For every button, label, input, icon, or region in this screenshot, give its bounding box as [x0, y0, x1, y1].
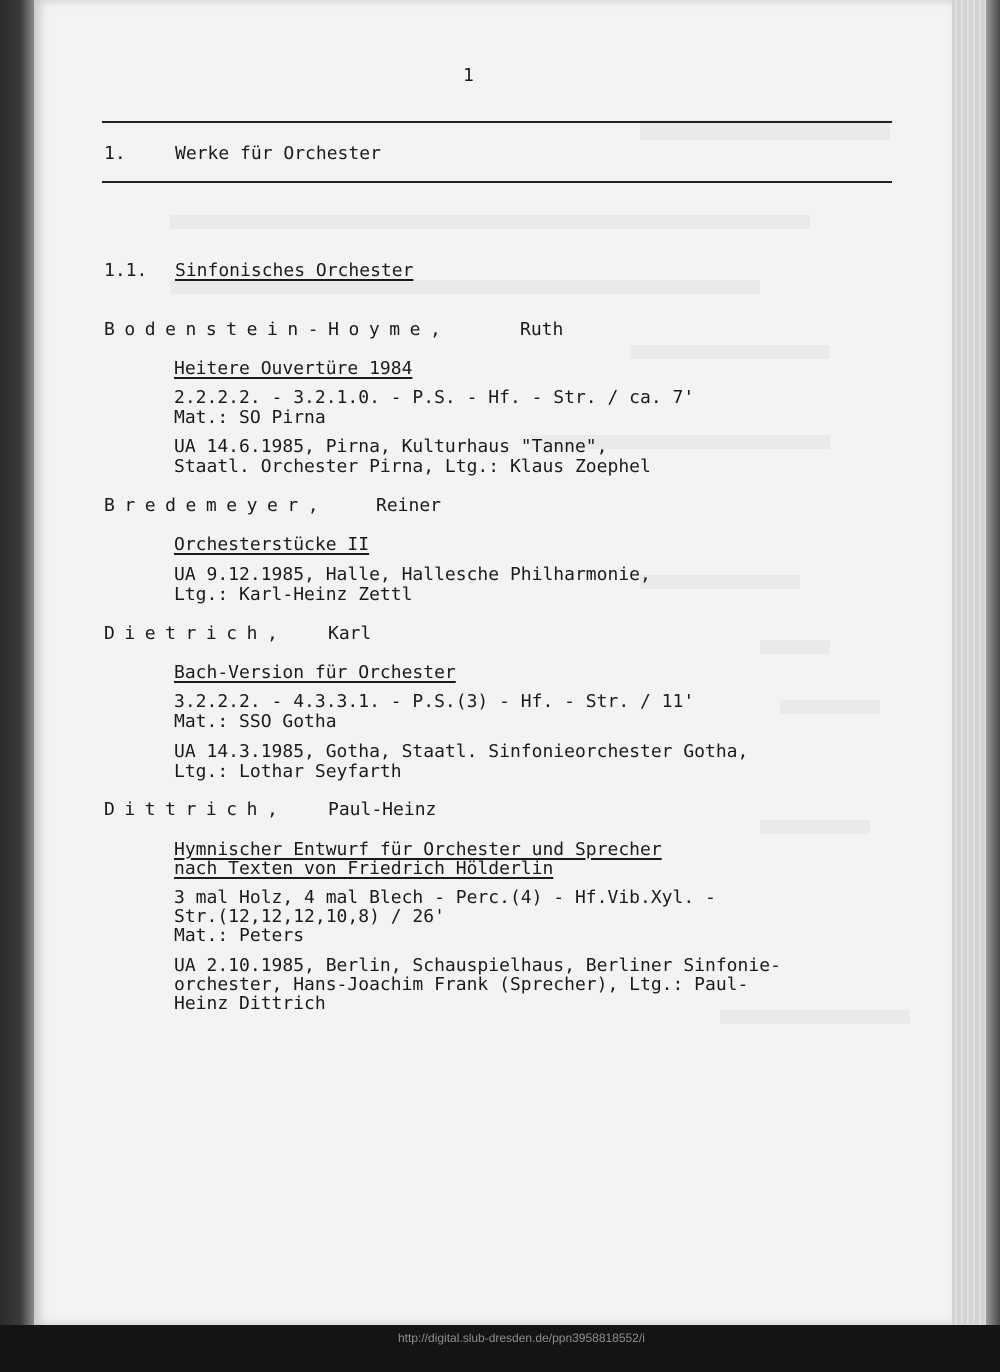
section-number: 1. [104, 143, 126, 164]
composer-firstname: Paul-Heinz [328, 799, 437, 820]
material-line: Mat.: SO Pirna [174, 407, 326, 428]
composer-firstname: Reiner [376, 495, 442, 516]
composer-surname: Bredemeyer, [104, 495, 329, 516]
paper-page [34, 0, 952, 1325]
premiere-line: Heinz Dittrich [174, 993, 326, 1014]
premiere-line: orchester, Hans-Joachim Frank (Sprecher), Ltg.: Paul- [174, 974, 749, 995]
composer-firstname: Karl [328, 623, 372, 644]
premiere-line: Staatl. Orchester Pirna, Ltg.: Klaus Zoephel [174, 456, 651, 477]
instrumentation-line: 3.2.2.2. - 4.3.3.1. - P.S.(3) - Hf. - Str. / 11' [174, 691, 695, 712]
instrumentation-line: Str.(12,12,12,10,8) / 26' [174, 906, 445, 927]
composer-surname: Bodenstein-Hoyme, [104, 319, 451, 340]
work-title: Hymnischer Entwurf für Orchester und Sprecher [174, 839, 662, 860]
page-number: 1 [463, 65, 474, 86]
premiere-line: UA 2.10.1985, Berlin, Schauspielhaus, Berliner Sinfonie- [174, 955, 781, 976]
work-title: Orchesterstücke II [174, 534, 370, 555]
source-url-link[interactable]: http://digital.slub-dresden.de/ppn3958818552/i [398, 1331, 645, 1345]
top-rule [102, 121, 892, 123]
work-title: Heitere Ouvertüre 1984 [174, 358, 413, 379]
material-line: Mat.: Peters [174, 925, 305, 946]
work-title: Bach-Version für Orchester [174, 662, 456, 683]
subsection-title: Sinfonisches Orchester [175, 260, 414, 281]
premiere-line: UA 14.3.1985, Gotha, Staatl. Sinfonieorchester Gotha, [174, 741, 749, 762]
subsection-number: 1.1. [104, 260, 148, 281]
work-title-continued: nach Texten von Friedrich Hölderlin [174, 858, 554, 879]
book-binding-edge [0, 0, 34, 1372]
premiere-line: UA 9.12.1985, Halle, Hallesche Philharmonie, [174, 564, 651, 585]
premiere-line: Ltg.: Karl-Heinz Zettl [174, 584, 413, 605]
material-line: Mat.: SSO Gotha [174, 711, 337, 732]
instrumentation-line: 3 mal Holz, 4 mal Blech - Perc.(4) - Hf.Vib.Xyl. - [174, 887, 716, 908]
composer-firstname: Ruth [520, 319, 564, 340]
instrumentation-line: 2.2.2.2. - 3.2.1.0. - P.S. - Hf. - Str. / ca. 7' [174, 387, 695, 408]
premiere-line: UA 14.6.1985, Pirna, Kulturhaus "Tanne", [174, 436, 608, 457]
composer-surname: Dietrich, [104, 623, 288, 644]
premiere-line: Ltg.: Lothar Seyfarth [174, 761, 402, 782]
page-stack-edge [952, 0, 1000, 1325]
section-rule [102, 181, 892, 183]
composer-surname: Dittrich, [104, 799, 288, 820]
section-title: Werke für Orchester [175, 143, 381, 164]
